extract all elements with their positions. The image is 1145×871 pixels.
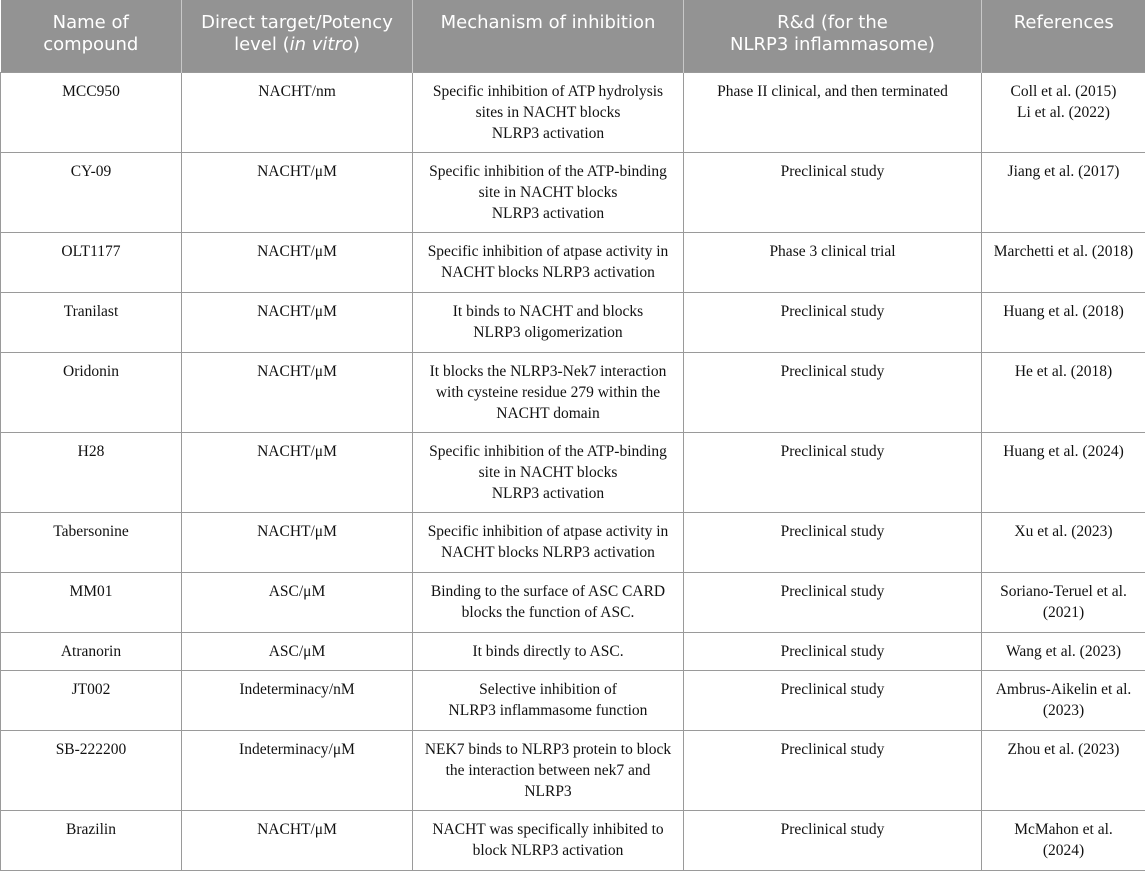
cell-references: Wang et al. (2023): [982, 632, 1145, 670]
cell-target: NACHT/μM: [182, 352, 413, 432]
header-target: [182, 0, 413, 72]
cell-target: Indeterminacy/μM: [182, 730, 413, 810]
cell-compound: Oridonin: [1, 352, 182, 432]
cell-references: Ambrus-Aikelin et al. (2023): [982, 670, 1145, 730]
cell-mechanism: It binds to NACHT and blocks NLRP3 oligomerization: [413, 292, 684, 352]
cell-compound: CY-09: [1, 152, 182, 232]
cell-rd: Preclinical study: [684, 432, 982, 512]
cell-target: Indeterminacy/nM: [182, 670, 413, 730]
cell-compound: MCC950: [1, 72, 182, 152]
header-mechanism: Mechanism of inhibition: [413, 0, 684, 72]
cell-mechanism: Specific inhibition of atpase activity in NACHT blocks NLRP3 activation: [413, 512, 684, 572]
cell-target: ASC/μM: [182, 632, 413, 670]
cell-mechanism: Specific inhibition of the ATP-binding site in NACHT blocks NLRP3 activation: [413, 152, 684, 232]
cell-references: Jiang et al. (2017): [982, 152, 1145, 232]
cell-references: He et al. (2018): [982, 352, 1145, 432]
table-row: [1, 572, 1145, 632]
cell-mechanism: It binds directly to ASC.: [413, 632, 684, 670]
cell-mechanism: Specific inhibition of atpase activity in NACHT blocks NLRP3 activation: [413, 232, 684, 292]
table-row: [1, 730, 1145, 810]
cell-references: McMahon et al. (2024): [982, 810, 1145, 870]
table-row: [1, 810, 1145, 870]
cell-compound: MM01: [1, 572, 182, 632]
cell-rd: Preclinical study: [684, 572, 982, 632]
cell-rd: Preclinical study: [684, 512, 982, 572]
table-row: [1, 432, 1145, 512]
cell-rd: Preclinical study: [684, 152, 982, 232]
cell-compound: OLT1177: [1, 232, 182, 292]
cell-target: NACHT/μM: [182, 810, 413, 870]
cell-mechanism: Specific inhibition of the ATP-binding site in NACHT blocks NLRP3 activation: [413, 432, 684, 512]
cell-target: NACHT/μM: [182, 152, 413, 232]
cell-rd: Preclinical study: [684, 810, 982, 870]
table-row: [1, 352, 1145, 432]
cell-target: NACHT/nm: [182, 72, 413, 152]
cell-compound: Brazilin: [1, 810, 182, 870]
cell-references: Xu et al. (2023): [982, 512, 1145, 572]
cell-rd: Phase II clinical, and then terminated: [684, 72, 982, 152]
cell-mechanism: Specific inhibition of ATP hydrolysis sites in NACHT blocks NLRP3 activation: [413, 72, 684, 152]
cell-compound: H28: [1, 432, 182, 512]
table-row: [1, 232, 1145, 292]
cell-mechanism: Binding to the surface of ASC CARD blocks the function of ASC.: [413, 572, 684, 632]
header-target-italic: in vitro: [290, 34, 353, 55]
table-row: [1, 512, 1145, 572]
cell-target: NACHT/μM: [182, 432, 413, 512]
cell-rd: Preclinical study: [684, 352, 982, 432]
header-references: References: [982, 0, 1145, 72]
cell-rd: Preclinical study: [684, 632, 982, 670]
cell-compound: Tranilast: [1, 292, 182, 352]
table-row: [1, 632, 1145, 670]
table-row: [1, 670, 1145, 730]
cell-references: Soriano-Teruel et al. (2021): [982, 572, 1145, 632]
table-row: [1, 152, 1145, 232]
cell-rd: Preclinical study: [684, 292, 982, 352]
cell-references: Huang et al. (2018): [982, 292, 1145, 352]
cell-mechanism: Selective inhibition of NLRP3 inflammasome function: [413, 670, 684, 730]
cell-references: Coll et al. (2015) Li et al. (2022): [982, 72, 1145, 152]
cell-references: Zhou et al. (2023): [982, 730, 1145, 810]
cell-compound: JT002: [1, 670, 182, 730]
cell-mechanism: NEK7 binds to NLRP3 protein to block the interaction between nek7 and NLRP3: [413, 730, 684, 810]
cell-mechanism: It blocks the NLRP3-Nek7 interaction with cysteine residue 279 within the NACHT domain: [413, 352, 684, 432]
table-row: [1, 72, 1145, 152]
header-row: [1, 0, 1145, 72]
header-target-close: ): [353, 34, 360, 55]
cell-compound: SB-222200: [1, 730, 182, 810]
table-row: [1, 292, 1145, 352]
cell-references: Marchetti et al. (2018): [982, 232, 1145, 292]
cell-rd: Preclinical study: [684, 730, 982, 810]
cell-references: Huang et al. (2024): [982, 432, 1145, 512]
cell-rd: Phase 3 clinical trial: [684, 232, 982, 292]
header-compound: Name of compound: [1, 0, 182, 72]
cell-compound: Atranorin: [1, 632, 182, 670]
header-rd: R&d (for the NLRP3 inflammasome): [684, 0, 982, 72]
cell-compound: Tabersonine: [1, 512, 182, 572]
cell-rd: Preclinical study: [684, 670, 982, 730]
header-target-text: Direct target/Potency level (: [201, 12, 393, 55]
cell-target: ASC/μM: [182, 572, 413, 632]
cell-target: NACHT/μM: [182, 232, 413, 292]
cell-target: NACHT/μM: [182, 292, 413, 352]
cell-target: NACHT/μM: [182, 512, 413, 572]
cell-mechanism: NACHT was specifically inhibited to block NLRP3 activation: [413, 810, 684, 870]
